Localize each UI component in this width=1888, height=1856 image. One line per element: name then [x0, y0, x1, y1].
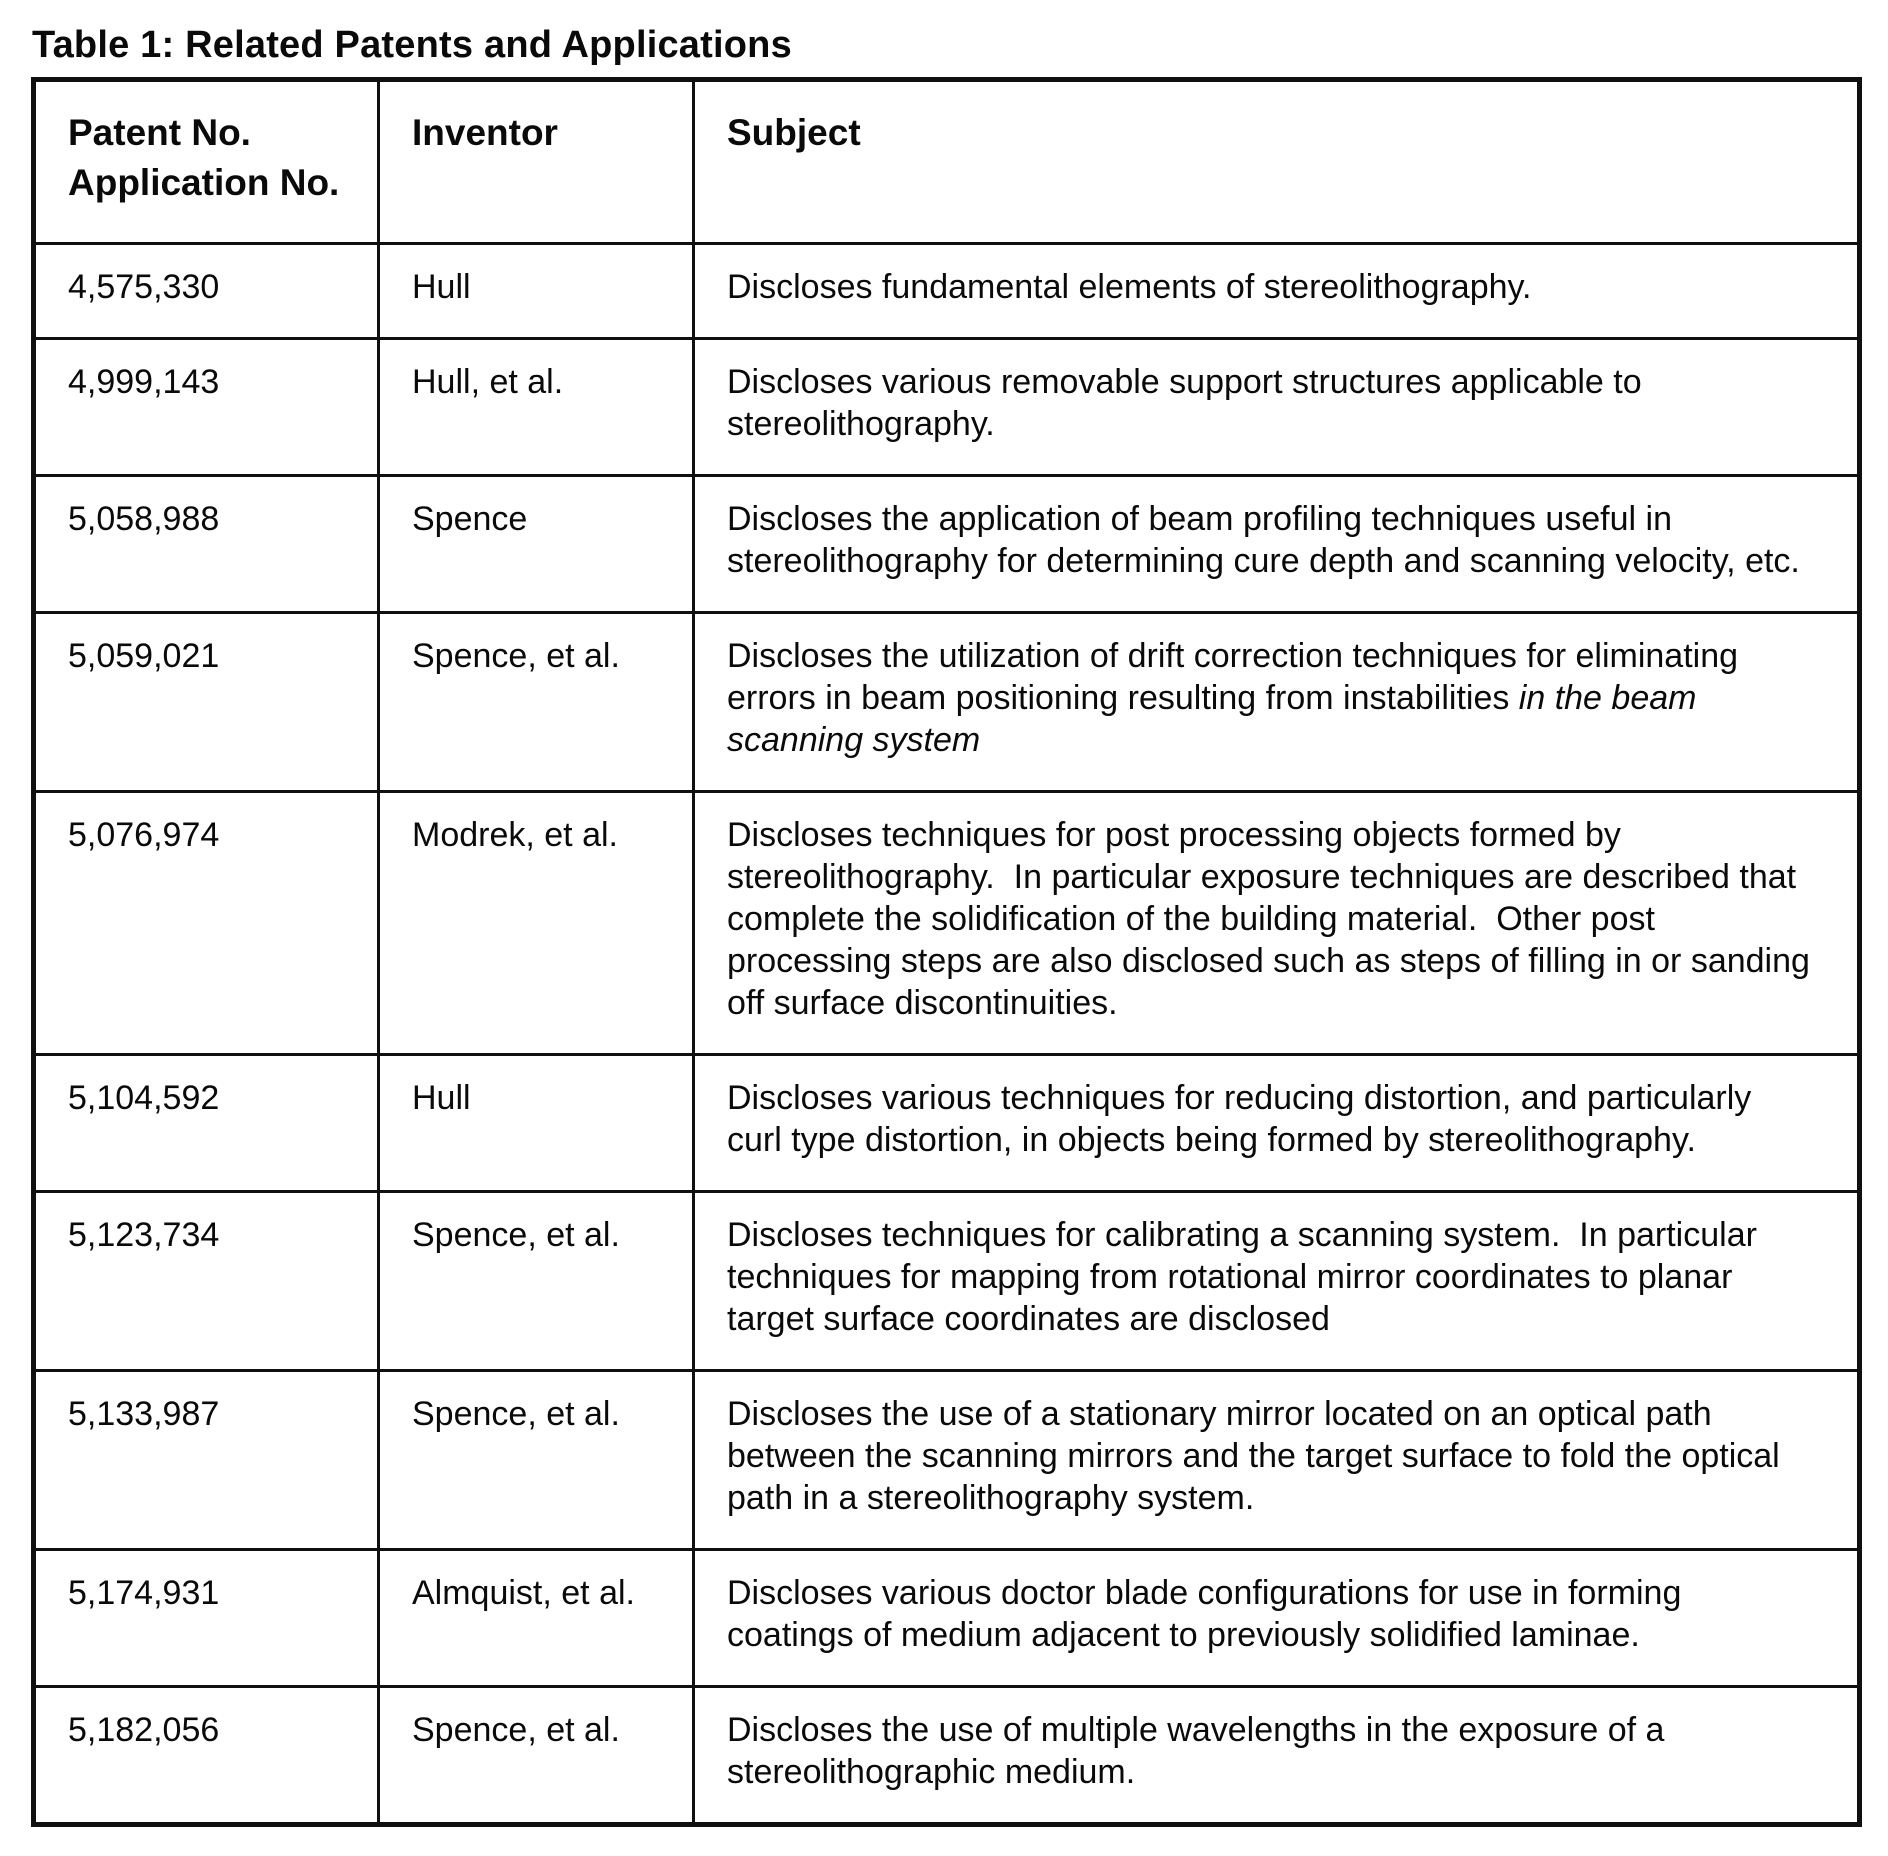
inventor-cell [379, 476, 694, 613]
header-patent-no-line2: Application No. [68, 162, 340, 203]
patent-number-cell [34, 1192, 379, 1371]
patent-number: 5,182,056 [68, 1711, 220, 1749]
table-row [34, 339, 1860, 476]
patent-number-cell [34, 1550, 379, 1687]
inventor-name: Almquist, et al. [412, 1574, 635, 1612]
table-title: Table 1: Related Patents and Applications [32, 24, 792, 66]
table-row [34, 1055, 1860, 1192]
table-row [34, 792, 1860, 1055]
patent-number-cell [34, 339, 379, 476]
patent-number: 5,104,592 [68, 1079, 220, 1117]
inventor-cell [379, 1192, 694, 1371]
subject-text: Discloses fundamental elements of stereolithography. [727, 268, 1532, 306]
patent-number-cell [34, 1371, 379, 1550]
table-body [34, 244, 1860, 1825]
patent-number: 4,575,330 [68, 268, 220, 306]
subject-text: Discloses various techniques for reducing distortion, and particularly curl type distortion, in objects being formed by stereolithography. [727, 1079, 1761, 1159]
subject-cell [694, 476, 1860, 613]
inventor-name: Spence, et al. [412, 1216, 620, 1254]
inventor-cell [379, 244, 694, 339]
subject-cell [694, 1371, 1860, 1550]
subject-text: Discloses techniques for calibrating a scanning system. In particular techniques for mapping from rotational mirror coordinates to planar target surface coordinates are disclosed [727, 1216, 1767, 1338]
subject-cell [694, 1550, 1860, 1687]
subject-text: Discloses the use of multiple wavelengths in the exposure of a stereolithographic medium. [727, 1711, 1674, 1791]
table-row [34, 244, 1860, 339]
subject-cell [694, 1055, 1860, 1192]
table-row [34, 613, 1860, 792]
patent-number: 5,059,021 [68, 637, 220, 675]
subject-cell [694, 613, 1860, 792]
patent-number-cell [34, 613, 379, 792]
patent-number-cell [34, 792, 379, 1055]
subject-cell [694, 339, 1860, 476]
subject-text: Discloses the application of beam profiling techniques useful in stereolithography for determining cure depth and scanning velocity, etc. [727, 500, 1800, 580]
table-header [34, 80, 1860, 244]
inventor-cell [379, 339, 694, 476]
related-patents-table [31, 77, 1862, 1827]
header-patent-no-line1: Patent No. [68, 112, 251, 153]
subject-cell [694, 1192, 1860, 1371]
subject-text: Discloses the use of a stationary mirror located on an optical path between the scanning mirrors and the target surface to fold the optical path in a stereolithography system. [727, 1395, 1790, 1517]
subject-text: Discloses various doctor blade configurations for use in forming coatings of medium adjacent to previously solidified laminae. [727, 1574, 1691, 1654]
table-row [34, 1192, 1860, 1371]
subject-cell [694, 244, 1860, 339]
subject-text: Discloses various removable support structures applicable to stereolithography. [727, 363, 1652, 443]
table-row [34, 1550, 1860, 1687]
table-row [34, 1371, 1860, 1550]
patent-number: 5,123,734 [68, 1216, 220, 1254]
subject-text: Discloses the utilization of drift correction techniques for eliminating errors in beam positioning resulting from instabilities [727, 637, 1748, 717]
inventor-name: Hull, et al. [412, 363, 564, 401]
patent-number-cell [34, 244, 379, 339]
header-inventor: Inventor [379, 80, 694, 244]
inventor-cell [379, 1687, 694, 1825]
patent-number: 5,076,974 [68, 816, 220, 854]
header-row [34, 80, 1860, 244]
header-patent-no [34, 80, 379, 244]
inventor-name: Spence, et al. [412, 637, 620, 675]
inventor-cell [379, 1550, 694, 1687]
inventor-name: Hull [412, 1079, 471, 1117]
table-row [34, 476, 1860, 613]
subject-text: Discloses techniques for post processing objects formed by stereolithography. In particular exposure techniques are described that complete the solidification of the building material. Other post processing steps are also disclosed such as steps of filling in or sanding off surface discontinuities. [727, 816, 1820, 1022]
patent-number-cell [34, 1687, 379, 1825]
patent-number-cell [34, 476, 379, 613]
patent-number-cell [34, 1055, 379, 1192]
patent-number: 4,999,143 [68, 363, 220, 401]
subject-text-italic: in the beam scanning system [727, 679, 1706, 759]
inventor-cell [379, 1055, 694, 1192]
inventor-cell [379, 1371, 694, 1550]
inventor-cell [379, 792, 694, 1055]
table-row [34, 1687, 1860, 1825]
inventor-name: Spence, et al. [412, 1395, 620, 1433]
patent-number: 5,058,988 [68, 500, 220, 538]
header-subject: Subject [694, 80, 1860, 244]
subject-cell [694, 1687, 1860, 1825]
inventor-name: Hull [412, 268, 471, 306]
inventor-name: Spence, et al. [412, 1711, 620, 1749]
patent-number: 5,133,987 [68, 1395, 220, 1433]
inventor-cell [379, 613, 694, 792]
patent-number: 5,174,931 [68, 1574, 220, 1612]
subject-cell [694, 792, 1860, 1055]
inventor-name: Modrek, et al. [412, 816, 618, 854]
inventor-name: Spence [412, 500, 528, 538]
